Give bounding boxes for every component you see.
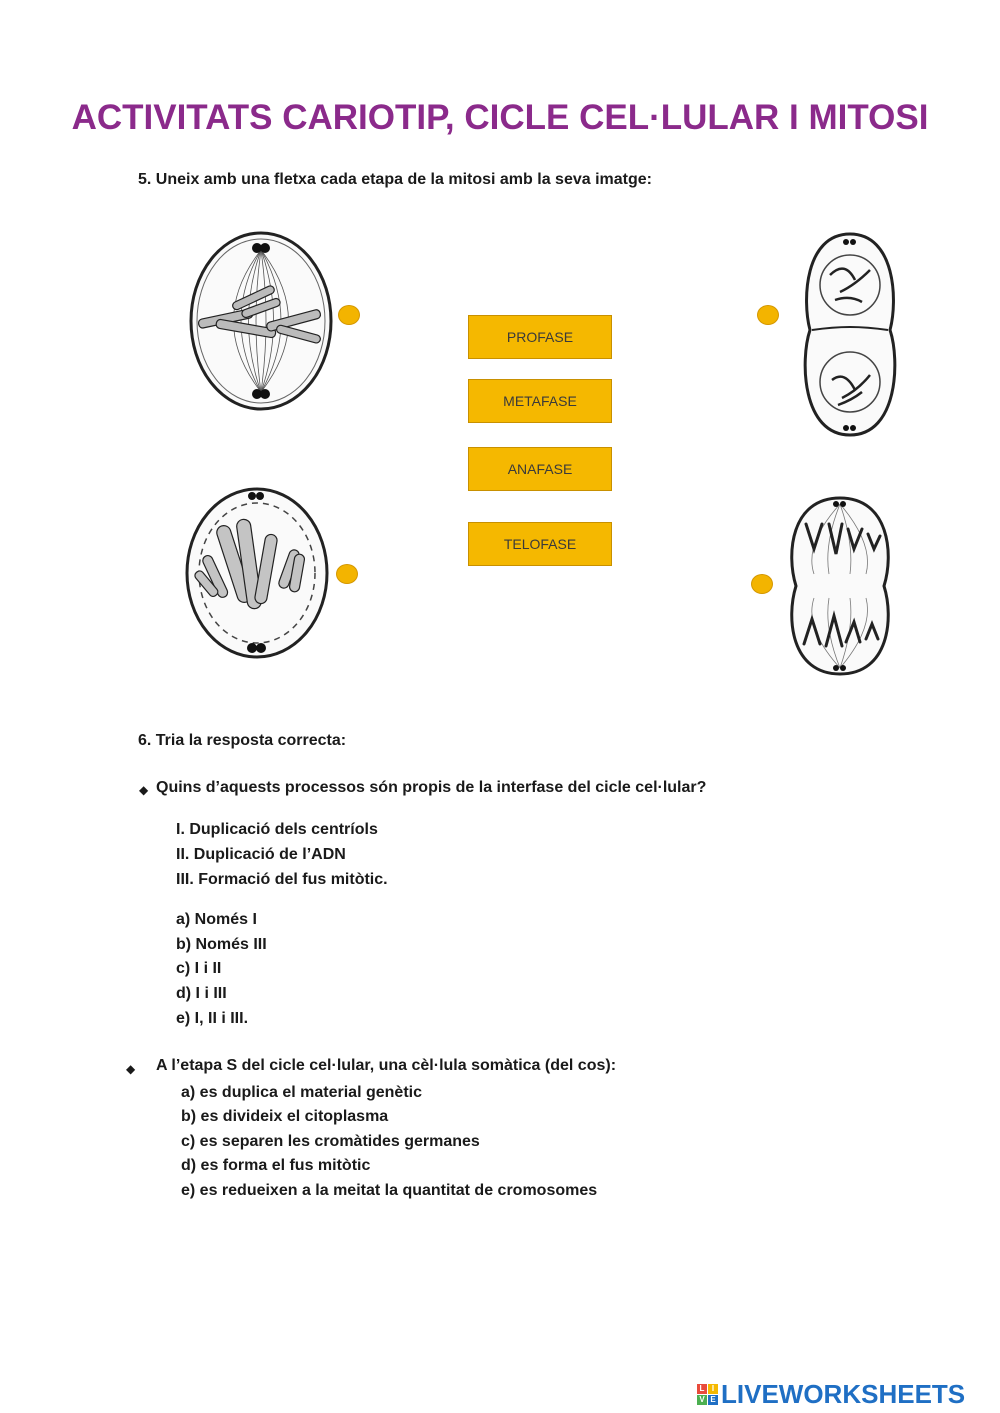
cell-image-metaphase: [186, 226, 336, 416]
answer-option-a[interactable]: a) Només I: [176, 911, 257, 928]
question-6-item-2: A l’etapa S del cicle cel·lular, una cèl·lula somàtica (del cos):: [156, 1057, 617, 1074]
answer-option-c[interactable]: c) es separen les cromàtides germanes: [181, 1133, 480, 1150]
answer-option-d[interactable]: d) es forma el fus mitòtic: [181, 1157, 371, 1174]
stage-box-metafase[interactable]: METAFASE: [468, 379, 612, 423]
answer-option-d[interactable]: d) I i III: [176, 985, 227, 1002]
cell-image-prophase: [182, 484, 332, 662]
bullet-diamond-icon: ◆: [139, 783, 149, 797]
answer-option-e[interactable]: e) I, II i III.: [176, 1010, 249, 1027]
match-dot-bottom-left[interactable]: [336, 564, 358, 584]
match-dot-top-left[interactable]: [338, 305, 360, 325]
answer-option-e[interactable]: e) es redueixen a la meitat la quantitat de cromosomes: [181, 1182, 598, 1199]
question-6-item-1: Quins d’aquests processos són propis de la interfase del cicle cel·lular?: [156, 779, 707, 796]
page-title: ACTIVITATS CARIOTIP, CICLE CEL·LULAR I MITOSI: [71, 98, 929, 137]
cell-image-anaphase: [784, 494, 896, 678]
answer-option-b[interactable]: b) es divideix el citoplasma: [181, 1108, 389, 1125]
stage-box-anafase[interactable]: ANAFASE: [468, 447, 612, 491]
statement-iii: III. Formació del fus mitòtic.: [176, 871, 388, 888]
logo-grid-icon: L I V E: [697, 1384, 718, 1405]
answer-option-b[interactable]: b) Només III: [176, 936, 267, 953]
match-dot-top-right[interactable]: [757, 305, 779, 325]
liveworksheets-logo[interactable]: [697, 1378, 965, 1410]
question-6-prompt: 6. Tria la resposta correcta:: [138, 732, 347, 749]
cell-image-telophase: [800, 230, 900, 440]
statement-i: I. Duplicació dels centríols: [176, 821, 378, 838]
answer-option-a[interactable]: a) es duplica el material genètic: [181, 1084, 422, 1101]
stage-box-profase[interactable]: PROFASE: [468, 315, 612, 359]
statement-ii: II. Duplicació de l’ADN: [176, 846, 346, 863]
brand-name: LIVEWORKSHEETS: [721, 1378, 966, 1409]
bullet-diamond-icon: ◆: [126, 1062, 136, 1076]
answer-option-c[interactable]: c) I i II: [176, 960, 222, 977]
match-dot-bottom-right[interactable]: [751, 574, 773, 594]
stage-box-telofase[interactable]: TELOFASE: [468, 522, 612, 566]
question-5-prompt: 5. Uneix amb una fletxa cada etapa de la mitosi amb la seva imatge:: [138, 171, 652, 188]
